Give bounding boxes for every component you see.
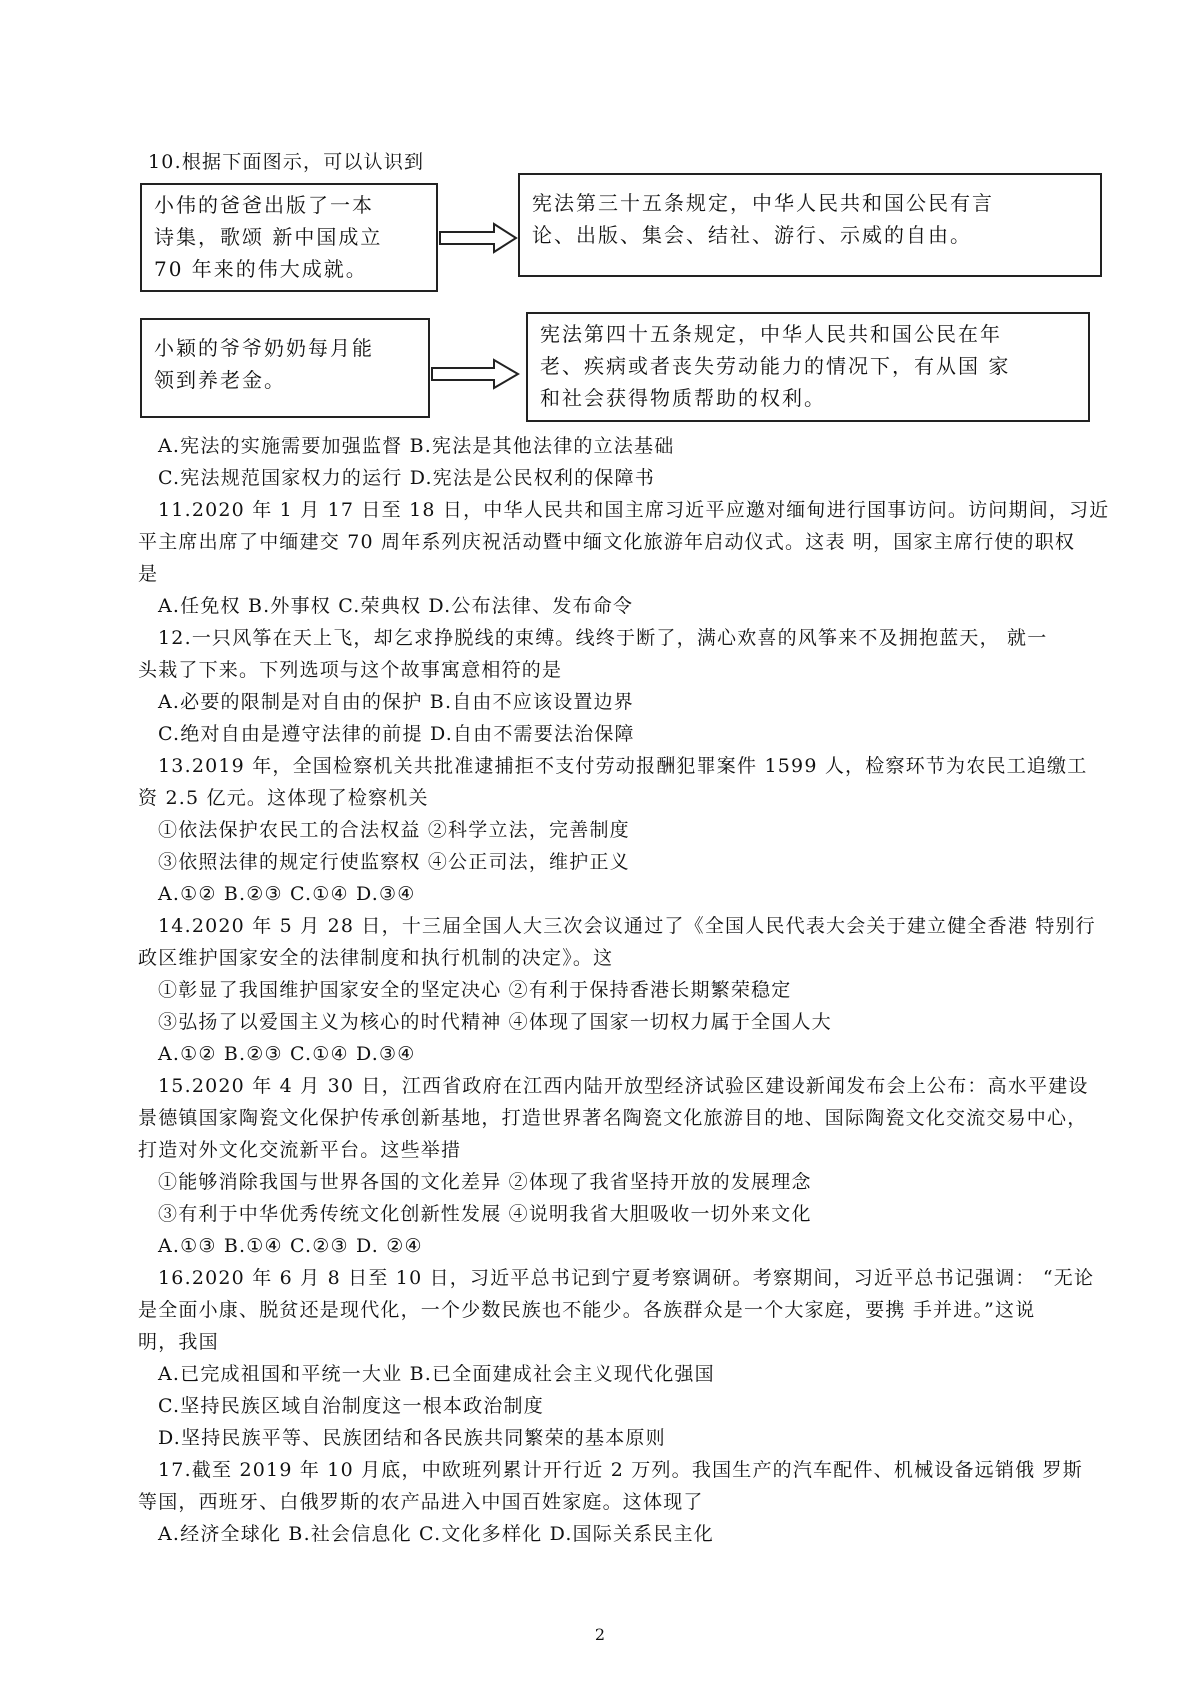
q15-items: ③有利于中华优秀传统文化创新性发展 ④说明我省大胆吸收一切外来文化 [158, 1203, 812, 1225]
q10-box2-left-line: 领到养老金。 [154, 368, 286, 392]
q11-stem: 平主席出席了中缅建交 70 周年系列庆祝活动暨中缅文化旅游年启动仪式。这表 明，国家主席行使的职权 [138, 531, 1076, 553]
q14-options: A.①② B.②③ C.①④ D.③④ [158, 1043, 416, 1065]
q10-box1-left [140, 183, 438, 292]
q12-options: A.必要的限制是对自由的保护 B.自由不应该设置边界 [158, 691, 635, 713]
q17-stem: 等国，西班牙、白俄罗斯的农产品进入中国百姓家庭。这体现了 [138, 1491, 704, 1513]
q10-box2-right-line: 和社会获得物质帮助的权利。 [540, 386, 826, 410]
q17-stem: 17.截至 2019 年 10 月底，中欧班列累计开行近 2 万列。我国生产的汽车配件、机械设备远销俄 罗斯 [158, 1459, 1083, 1481]
q12-stem: 头栽了下来。下列选项与这个故事寓意相符的是 [138, 659, 563, 681]
q15-stem: 打造对外文化交流新平台。这些举措 [138, 1139, 462, 1161]
page-number: 2 [594, 1625, 606, 1644]
q12-options: C.绝对自由是遵守法律的前提 D.自由不需要法治保障 [158, 723, 635, 745]
q16-stem: 16.2020 年 6 月 8 日至 10 日，习近平总书记到宁夏考察调研。考察期间，习近平总书记强调： “无论 [158, 1267, 1095, 1289]
q16-options: A.已完成祖国和平统一大业 B.已全面建成社会主义现代化强国 [158, 1363, 715, 1385]
q13-stem: 资 2.5 亿元。这体现了检察机关 [138, 787, 429, 809]
q11-stem: 是 [138, 563, 159, 585]
q10-box2-right-line: 宪法第四十五条规定，中华人民共和国公民在年 [540, 322, 1002, 346]
q15-stem: 景德镇国家陶瓷文化保护传承创新基地，打造世界著名陶瓷文化旅游目的地、国际陶瓷文化交流交易中心， [138, 1107, 1088, 1129]
q16-stem: 明，我国 [138, 1331, 219, 1353]
q13-items: ①依法保护农民工的合法权益 ②科学立法，完善制度 [158, 819, 630, 841]
q10-box2-left-line: 小颖的爷爷奶奶每月能 [154, 336, 374, 360]
q17-options: A.经济全球化 B.社会信息化 C.文化多样化 D.国际关系民主化 [158, 1523, 714, 1545]
arrow-right-icon [430, 358, 520, 390]
q10-options: A.宪法的实施需要加强监督 B.宪法是其他法律的立法基础 [158, 435, 675, 457]
q14-stem: 14.2020 年 5 月 28 日，十三届全国人大三次会议通过了《全国人民代表大会关于建立健全香港 特别行 [158, 915, 1096, 937]
q14-items: ③弘扬了以爱国主义为核心的时代精神 ④体现了国家一切权力属于全国人大 [158, 1011, 832, 1033]
q10-box1-right [518, 173, 1102, 277]
q10-box1-left-line: 小伟的爸爸出版了一本 [154, 193, 374, 217]
q14-items: ①彰显了我国维护国家安全的坚定决心 ②有利于保持香港长期繁荣稳定 [158, 979, 792, 1001]
q11-options: A.任免权 B.外事权 C.荣典权 D.公布法律、发布命令 [158, 595, 634, 617]
q10-stem: 10.根据下面图示，可以认识到 [148, 151, 425, 173]
q11-stem: 11.2020 年 1 月 17 日至 18 日，中华人民共和国主席习近平应邀对缅甸进行国事访问。访问期间，习近 [158, 499, 1110, 521]
q15-stem: 15.2020 年 4 月 30 日，江西省政府在江西内陆开放型经济试验区建设新闻发布会上公布：高水平建设 [158, 1075, 1089, 1097]
q10-options: C.宪法规范国家权力的运行 D.宪法是公民权利的保障书 [158, 467, 655, 489]
q15-items: ①能够消除我国与世界各国的文化差异 ②体现了我省坚持开放的发展理念 [158, 1171, 812, 1193]
q16-options: C.坚持民族区域自治制度这一根本政治制度 [158, 1395, 544, 1417]
q10-box1-right-line: 宪法第三十五条规定，中华人民共和国公民有言 [532, 191, 994, 215]
q10-box1-left-line: 70 年来的伟大成就。 [154, 257, 368, 281]
q12-stem: 12.一只风筝在天上飞，却乞求挣脱线的束缚。线终于断了，满心欢喜的风筝来不及拥抱蓝天， 就一 [158, 627, 1048, 649]
q13-stem: 13.2019 年，全国检察机关共批准逮捕拒不支付劳动报酬犯罪案件 1599 人，检察环节为农民工追缴工 [158, 755, 1088, 777]
q16-stem: 是全面小康、脱贫还是现代化，一个少数民族也不能少。各族群众是一个大家庭，要携 手并进。”这说 [138, 1299, 1036, 1321]
q13-items: ③依照法律的规定行使监察权 ④公正司法，维护正义 [158, 851, 630, 873]
q15-options: A.①③ B.①④ C.②③ D. ②④ [158, 1235, 423, 1257]
q10-box1-left-line: 诗集，歌颂 新中国成立 [154, 225, 383, 249]
q14-stem: 政区维护国家安全的法律制度和执行机制的决定》。这 [138, 947, 614, 969]
q16-options: D.坚持民族平等、民族团结和各民族共同繁荣的基本原则 [158, 1427, 666, 1449]
q10-box2-right-line: 老、疾病或者丧失劳动能力的情况下，有从国 家 [540, 354, 1011, 378]
q10-box1-right-line: 论、出版、集会、结社、游行、示威的自由。 [532, 223, 972, 247]
q10-box2-right [526, 312, 1090, 422]
arrow-right-icon [438, 222, 518, 254]
q10-box2-left [140, 318, 430, 418]
q13-options: A.①② B.②③ C.①④ D.③④ [158, 883, 416, 905]
